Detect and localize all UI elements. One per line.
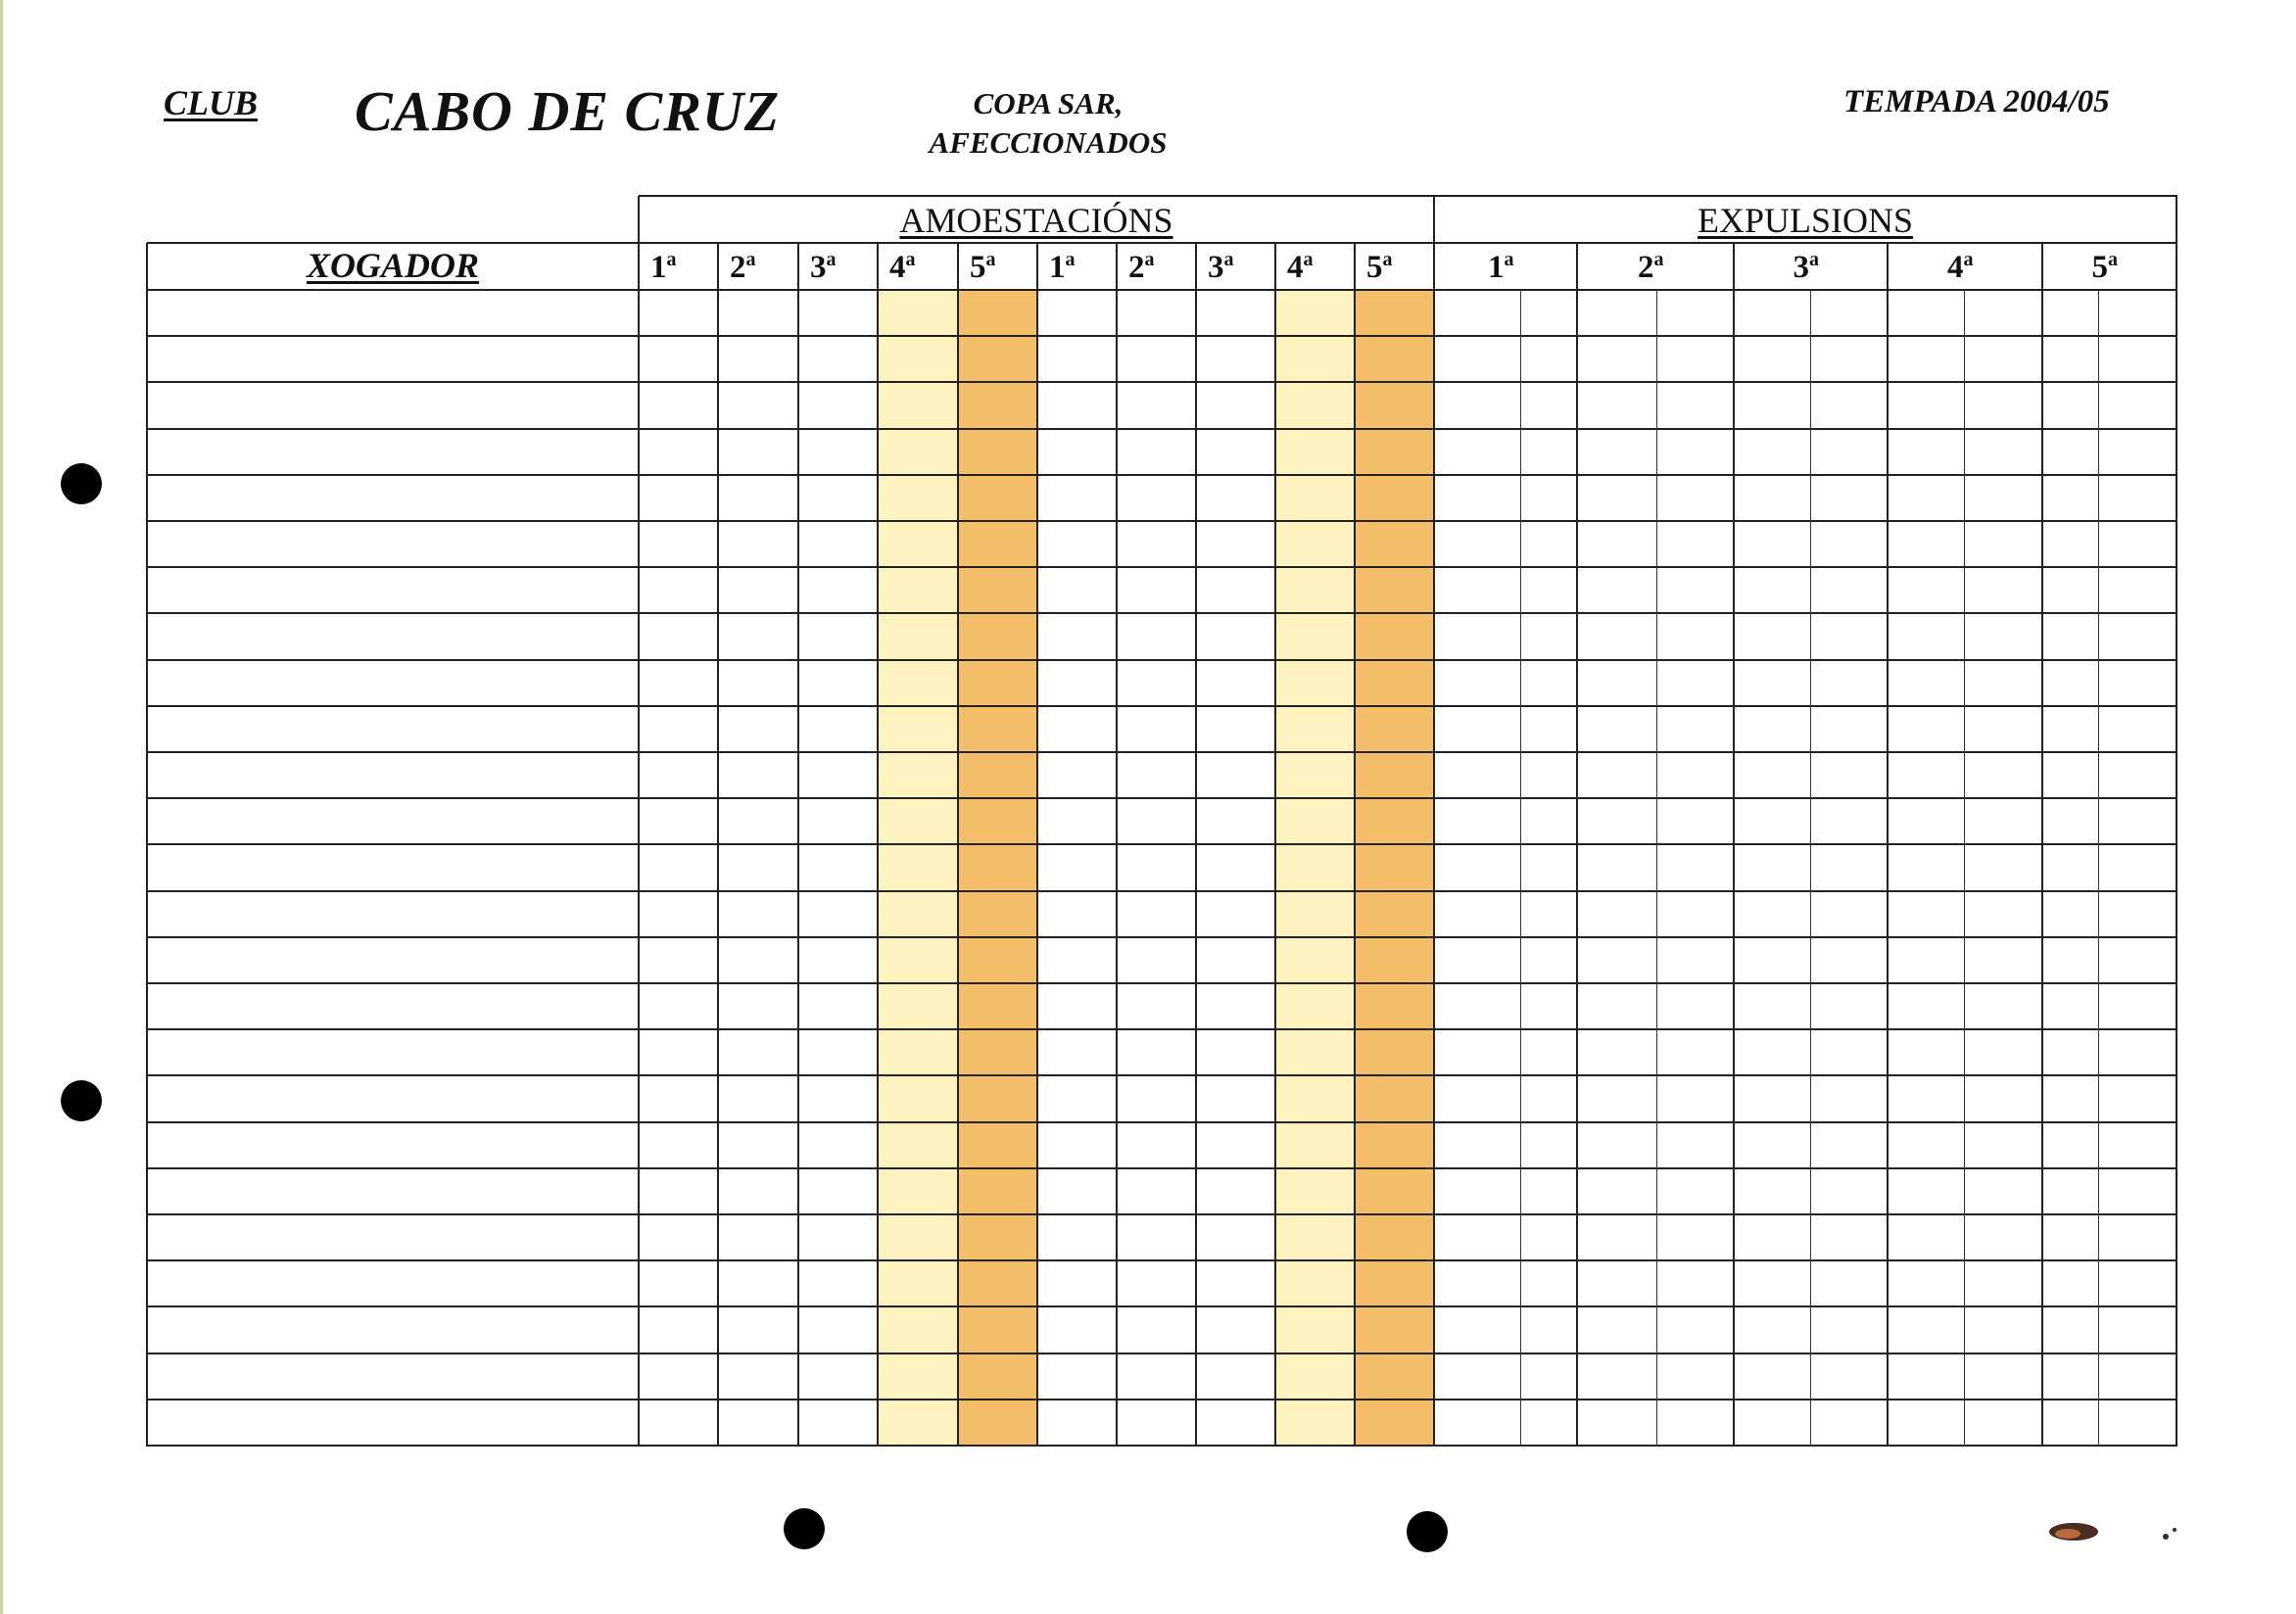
warning-column-header	[1287, 249, 1314, 286]
warning-column-header-number: 4	[889, 250, 906, 285]
warning-column-divider	[1274, 243, 1276, 1447]
row-line	[147, 1259, 2177, 1261]
row-line	[147, 1305, 2177, 1307]
row-line	[147, 1074, 2177, 1076]
warning-column-header-ordinal: a	[1144, 249, 1155, 270]
warning-column-divider	[1195, 243, 1197, 1447]
expulsion-column-divider	[1887, 243, 1889, 1447]
row-line	[147, 1213, 2177, 1215]
expulsion-column-divider	[2041, 243, 2043, 1447]
warnings-group-header-text: AMOESTACIÓNS	[899, 201, 1173, 240]
name-column-divider	[638, 196, 640, 1447]
expulsion-subcolumn-divider	[1520, 290, 1521, 1447]
warning-column-header-ordinal: a	[666, 249, 677, 270]
expulsions-group-header-text: EXPULSIONS	[1697, 201, 1914, 240]
shaded-column-dark	[1355, 290, 1434, 1446]
warning-column-header-number: 2	[1128, 250, 1145, 285]
expulsion-column-header-number: 4	[1947, 250, 1964, 285]
punch-hole	[784, 1508, 825, 1549]
ink-speck	[2163, 1534, 2169, 1540]
warning-column-header-ordinal: a	[1223, 249, 1234, 270]
warning-column-header-number: 5	[1366, 250, 1383, 285]
row-line	[147, 1399, 2177, 1400]
warning-column-header	[1049, 249, 1076, 286]
warning-column-divider	[1036, 243, 1038, 1447]
expulsion-subcolumn-divider	[1656, 290, 1657, 1447]
group-header-top-line	[639, 195, 2177, 197]
group-divider	[1433, 196, 1435, 1447]
warning-column-header-ordinal: a	[826, 249, 837, 270]
row-line	[147, 520, 2177, 522]
punch-hole	[61, 1080, 102, 1121]
row-line	[147, 797, 2177, 799]
expulsion-column-header	[1638, 249, 1664, 286]
expulsions-group-header	[1434, 200, 2176, 241]
warning-column-header-ordinal: a	[1065, 249, 1076, 270]
expulsion-column-header	[1488, 249, 1514, 286]
warning-column-header	[1128, 249, 1155, 286]
warning-column-divider	[1116, 243, 1118, 1447]
row-line	[147, 843, 2177, 845]
warning-column-header-number: 3	[810, 250, 827, 285]
table-bottom-line	[147, 1445, 2177, 1447]
expulsion-column-header-ordinal: a	[1963, 249, 1974, 270]
row-line	[147, 428, 2177, 430]
warning-column-header	[1208, 249, 1234, 286]
warning-column-header-ordinal: a	[905, 249, 916, 270]
row-line	[147, 566, 2177, 568]
expulsion-column-header-number: 3	[1793, 250, 1809, 285]
expulsion-subcolumn-divider	[1810, 290, 1811, 1447]
expulsion-column-header-ordinal: a	[2108, 249, 2118, 270]
warning-column-header-number: 1	[1049, 250, 1066, 285]
shaded-column-dark	[958, 290, 1037, 1446]
ink-smudge	[2055, 1529, 2081, 1539]
expulsion-subcolumn-divider	[1964, 290, 1965, 1447]
warning-column-header-number: 5	[970, 250, 986, 285]
paper-edge	[0, 0, 3, 1614]
expulsion-column-header-number: 2	[1638, 250, 1654, 285]
warning-column-header	[889, 249, 916, 286]
row-line	[147, 659, 2177, 661]
punch-hole	[61, 463, 102, 504]
expulsion-column-header-number: 5	[2091, 250, 2108, 285]
warning-column-divider	[957, 243, 959, 1447]
shaded-column-light	[1275, 290, 1355, 1446]
row-line	[147, 1353, 2177, 1354]
punch-hole	[1407, 1511, 1448, 1552]
warning-column-header-number: 1	[650, 250, 667, 285]
warning-column-divider	[797, 243, 799, 1447]
row-line	[147, 982, 2177, 984]
warning-column-divider	[1354, 243, 1356, 1447]
row-line	[147, 335, 2177, 337]
row-line	[147, 936, 2177, 938]
shaded-column-light	[878, 290, 958, 1446]
table-right-border	[2176, 196, 2177, 1447]
warning-column-header-ordinal: a	[1303, 249, 1314, 270]
row-line	[147, 381, 2177, 383]
warnings-group-header	[639, 200, 1434, 241]
expulsion-column-header	[1794, 249, 1820, 286]
expulsion-column-header-number: 1	[1488, 250, 1505, 285]
competition-line-1: COPA SAR,	[973, 86, 1124, 120]
expulsion-column-header	[1947, 249, 1974, 286]
warning-column-header-number: 3	[1208, 250, 1224, 285]
warning-column-header-ordinal: a	[745, 249, 756, 270]
warning-column-header-ordinal: a	[1382, 249, 1393, 270]
row-line	[147, 612, 2177, 614]
row-line	[147, 1167, 2177, 1169]
season-label: TEMPADA 2004/05	[1843, 84, 2110, 119]
club-label: CLUB	[164, 83, 259, 122]
row-line	[147, 289, 2177, 291]
warning-column-header-number: 4	[1287, 250, 1304, 285]
expulsion-column-header-ordinal: a	[1504, 249, 1514, 270]
row-line	[147, 751, 2177, 753]
expulsion-column-divider	[1733, 243, 1735, 1447]
expulsion-subcolumn-divider	[2098, 290, 2099, 1447]
expulsion-column-header-ordinal: a	[1809, 249, 1819, 270]
row-line	[147, 1028, 2177, 1030]
row-line	[147, 705, 2177, 707]
warning-column-header-ordinal: a	[985, 249, 996, 270]
warning-column-header	[970, 249, 996, 286]
table-left-border	[146, 243, 148, 1447]
warning-column-header	[730, 249, 756, 286]
player-column-header: XOGADOR	[306, 246, 480, 285]
warning-column-divider	[717, 243, 719, 1447]
row-line	[147, 474, 2177, 476]
row-line	[147, 1121, 2177, 1123]
expulsion-column-header	[2092, 249, 2119, 286]
column-header-top-line	[147, 242, 2177, 244]
competition-line-2: AFECCIONADOS	[929, 125, 1168, 160]
warning-column-header	[810, 249, 837, 286]
competition-title	[882, 84, 1215, 163]
warning-column-header	[650, 249, 677, 286]
warning-column-header	[1366, 249, 1393, 286]
expulsion-column-header-ordinal: a	[1653, 249, 1664, 270]
warning-column-header-number: 2	[730, 250, 746, 285]
club-name: CABO DE CRUZ	[355, 79, 781, 143]
row-line	[147, 890, 2177, 892]
expulsion-column-divider	[1576, 243, 1578, 1447]
ink-speck	[2173, 1528, 2176, 1532]
warning-column-divider	[877, 243, 879, 1447]
